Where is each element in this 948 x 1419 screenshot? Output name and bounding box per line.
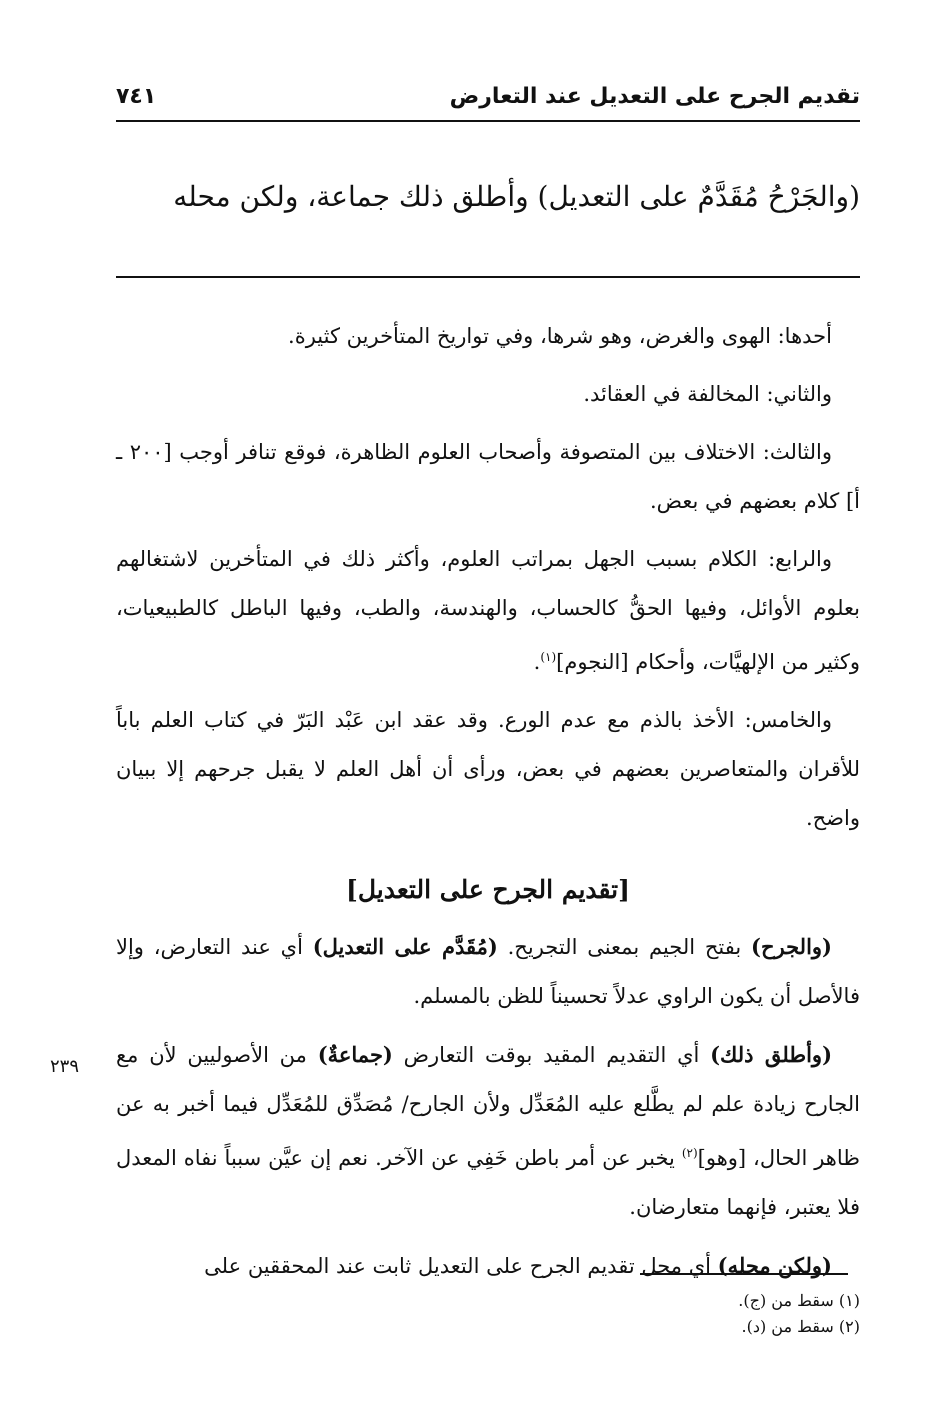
main-body: [116, 312, 860, 1300]
header-divider: [116, 120, 860, 122]
paragraph-text: أي محل تقديم الجرح على التعديل ثابت عند المحققين على: [204, 1254, 718, 1278]
matn-divider: [116, 276, 860, 278]
footnotes: [116, 1288, 860, 1340]
matn-quote: (ولكن محله): [717, 1253, 832, 1278]
paragraph-text: يخبر عن أمر باطن خَفِي عن الآخر. نعم إن عيَّن سبباً نفاه المعدل فلا يعتبر، فإنهما متعارضان.: [116, 1146, 860, 1219]
paragraph: [116, 1030, 860, 1232]
paragraph-text: أي عند التعارض، وإلا فالأصل أن يكون الراوي عدلاً تحسيناً للظن بالمسلم.: [116, 935, 860, 1008]
paragraph: والخامس: الأخذ بالذم مع عدم الورع. وقد عقد ابن عَبْد البَرّ في كتاب العلم باباً للأقران والمتعاصرين بعضهم في بعض، ورأى أن أهل العلم لا يقبل جرحهم إلا ببيان واضح.: [116, 708, 860, 830]
paragraph: [116, 1241, 860, 1291]
matn-quote: (وأطلق ذلك): [710, 1042, 833, 1067]
footnote-ref: (٢): [681, 1146, 698, 1160]
paragraph-end: .: [533, 650, 541, 674]
page-number: ٧٤١: [116, 84, 157, 109]
footnote-number: (١): [838, 1291, 860, 1310]
footnote: [116, 1314, 860, 1340]
paragraph: والثالث: الاختلاف بين المتصوفة وأصحاب العلوم الظاهرة، فوقع تنافر أوجب [٢٠٠ ـ أ] كلام بعضهم في بعض.: [116, 440, 860, 513]
paragraph-text: بفتح الجيم بمعنى التجريح.: [497, 935, 752, 959]
running-title: تقديم الجرح على التعديل عند التعارض: [449, 84, 860, 109]
paragraph: [116, 535, 860, 687]
footnote-text: سقط من (د).: [741, 1317, 834, 1336]
matn-text: (والجَرْحُ مُقَدَّمٌ على التعديل) وأطلق ذلك جماعة، ولكن محله: [173, 180, 860, 213]
footnote-ref: (١): [540, 650, 557, 664]
paragraph: [116, 922, 860, 1021]
running-header: [116, 78, 860, 122]
matn-quote: (والجرح): [751, 934, 832, 959]
paragraph-text: من الأصوليين لأن مع الجارح زيادة علم لم يطَّلع عليه المُعَدِّل ولأن الجارح/ مُصَدِّق للمُعَدِّل فيما أخبر به عن ظاهر الحال، [وهو]: [116, 1043, 860, 1170]
footnote: [116, 1288, 860, 1314]
footnote-divider: [640, 1273, 848, 1275]
paragraph-text: والرابع: الكلام بسبب الجهل بمراتب العلوم، وأكثر ذلك في المتأخرين لاشتغالهم بعلوم الأوائل، وفيها الحقُّ كالحساب، والهندسة، والطب، وفيها الباطل كالطبيعيات، وكثير من الإلهيَّات، وأحكام [النجوم]: [116, 547, 860, 674]
footnote-text: سقط من (ج).: [738, 1291, 834, 1310]
paragraph-text: أي التقديم المقيد بوقت التعارض: [392, 1043, 711, 1067]
paragraph: أحدها: الهوى والغرض، وهو شرها، وفي تواريخ المتأخرين كثيرة.: [288, 324, 832, 348]
matn-quote: (جماعةٌ): [317, 1042, 393, 1067]
manuscript-folio-number: ٢٣٩: [50, 1056, 80, 1077]
paragraph: والثاني: المخالفة في العقائد.: [583, 382, 832, 406]
section-heading: [تقديم الجرح على التعديل]: [346, 875, 630, 904]
matn-quote: (مُقَدَّم على التعديل): [312, 934, 498, 959]
footnote-number: (٢): [838, 1317, 860, 1336]
